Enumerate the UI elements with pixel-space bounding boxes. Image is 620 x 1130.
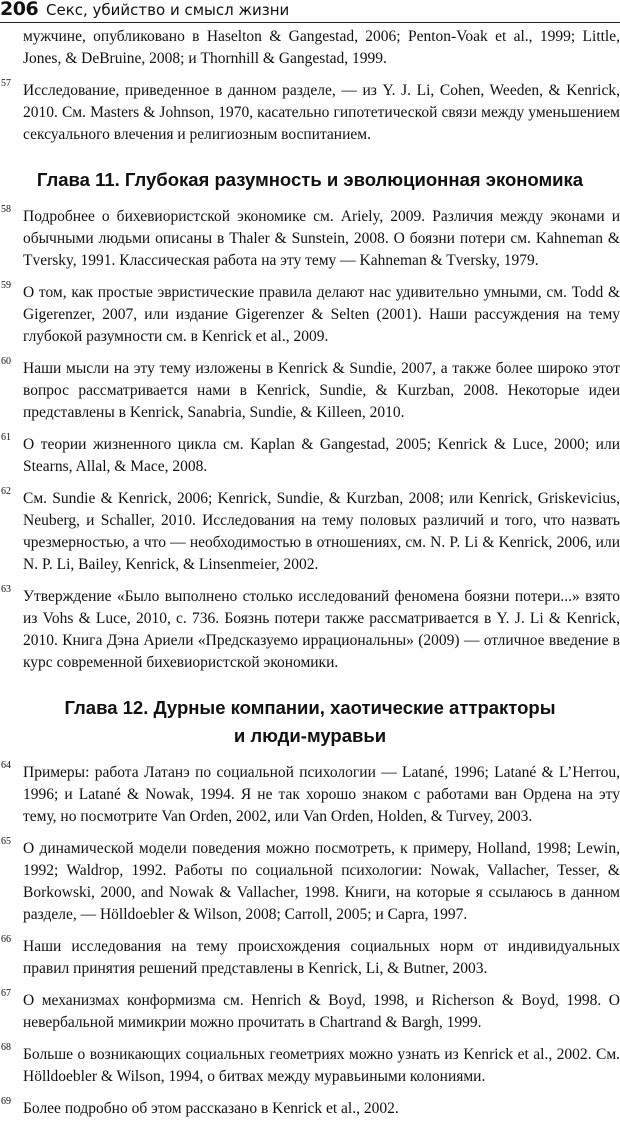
endnote-59 (0, 282, 620, 348)
endnote-number: 64 (1, 760, 11, 771)
chapter-heading-12 (0, 694, 620, 750)
running-header (0, 0, 620, 23)
endnote-number: 69 (1, 1096, 11, 1107)
endnote-69 (0, 1098, 620, 1120)
endnote-text: О теории жизненного цикла см. Kaplan & Gangestad, 2005; Kenrick & Luce, 2000; или Stearns, Allal, & Mace, 2008. (23, 436, 620, 475)
notes-section-ch12 (0, 762, 620, 1120)
notes-section-ch10 (0, 80, 620, 146)
endnote-text: О динамической модели поведения можно посмотреть, к примеру, Holland, 1998; Lewin, 1992; Waldrop, 1992. Работы по социальной психологии: Nowak, Vallacher, Tesser, & Borkowski, 2000, and Nowak & Vallacher, 1998. Книги, на которые я ссылаюсь в данном разделе, — Hölldoebler & Wilson, 2008; Carroll, 2005; и Capra, 1997. (23, 840, 620, 923)
endnote-text: Утверждение «Было выполнено столько исследований феномена боязни потери...» взято из Vohs & Luce, 2010, с. 736. Боязнь потери также рассматривается в Y. J. Li & Kenrick, 2010. Книга Дэна Ариели «Предсказуемо иррациональны» (2009) — отличное введение в курс современной бихевиористской экономики. (23, 588, 620, 671)
endnote-text: Более подробно об этом рассказано в Kenrick et al., 2002. (23, 1100, 399, 1117)
endnote-66 (0, 936, 620, 980)
endnote-62 (0, 488, 620, 576)
notes-body (0, 26, 620, 1130)
endnote-text: Наши исследования на тему происхождения социальных норм от индивидуальных правил принятия решений представлены в Kenrick, Li, & Butner, 2003. (23, 938, 620, 977)
chapter-title-line2: и люди-муравьи (233, 725, 387, 746)
page-number: 206 (0, 0, 39, 20)
running-title: Секс, убийство и смысл жизни (46, 1, 290, 19)
endnote-number: 58 (1, 204, 11, 215)
endnote-text: См. Sundie & Kenrick, 2006; Kenrick, Sundie, & Kurzban, 2008; или Kenrick, Griskevicius, Neuberg, и Schaller, 2010. Исследования на тему половых различий и того, что назвать чрезмерностью, а что — необходимостью в отношениях, см. N. P. Li & Kenrick, 2006, или N. P. Li, Bailey, Kenrick, & Linsenmeier, 2002. (23, 490, 620, 573)
endnote-number: 59 (1, 280, 11, 291)
endnote-text: Наши мысли на эту тему изложены в Kenrick & Sundie, 2007, а также более широко этот вопрос рассматривается нами в Kenrick, Sundie, & Kurzban, 2008. Некоторые идеи представлены в Kenrick, Sanabria, Sundie, & Killeen, 2010. (23, 360, 620, 421)
endnote-number: 62 (1, 486, 11, 497)
endnote-61 (0, 434, 620, 478)
endnote-text: О механизмах конформизма см. Henrich & Boyd, 1998, и Richerson & Boyd, 1998. О невербальной мимикрии можно прочитать в Chartrand & Bargh, 1999. (23, 992, 620, 1031)
endnote-67 (0, 990, 620, 1034)
endnote-number: 65 (1, 836, 11, 847)
endnote-number: 63 (1, 584, 11, 595)
endnote-text: О том, как простые эвристические правила делают нас удивительно умными, см. Todd & Gigerenzer, 2007, или издание Gigerenzer & Selten (2001). Наши рассуждения на тему глубокой разумности см. в Kenrick et al., 2009. (23, 284, 620, 345)
note-text: мужчине, опубликовано в Haselton & Gangestad, 2006; Penton-Voak et al., 1999; Little, Jones, & DeBruine, 2008; и Thornhill & Gangestad, 1999. (23, 28, 620, 67)
chapter-title-line1: Глава 12. Дурные компании, хаотические аттракторы (64, 697, 556, 718)
endnote-number: 68 (1, 1042, 11, 1053)
chapter-heading-11 (0, 166, 620, 194)
endnote-number: 67 (1, 988, 11, 999)
notes-section-ch11 (0, 206, 620, 674)
endnote-63 (0, 586, 620, 674)
endnote-58 (0, 206, 620, 272)
endnote-number: 66 (1, 934, 11, 945)
endnote-60 (0, 358, 620, 424)
endnote-number: 60 (1, 356, 11, 367)
continued-note (0, 26, 620, 70)
chapter-title: Глава 11. Глубокая разумность и эволюционная экономика (36, 169, 584, 190)
endnote-64 (0, 762, 620, 828)
endnote-number: 61 (1, 432, 11, 443)
endnote-text: Подробнее о бихевиористской экономике см. Ariely, 2009. Различия между эконами и обычными людьми описаны в Thaler & Sunstein, 2008. О боязни потери см. Kahneman & Tversky, 1991. Классическая работа на эту тему — Kahneman & Tversky, 1979. (23, 208, 620, 269)
endnote-65 (0, 838, 620, 926)
endnote-text: Исследование, приведенное в данном разделе, — из Y. J. Li, Cohen, Weeden, & Kenrick, 2010. См. Masters & Johnson, 1970, касательно гипотетической связи между уменьшением сексуального влечения и религиозным воспитанием. (23, 82, 620, 143)
endnote-57 (0, 80, 620, 146)
endnote-text: Больше о возникающих социальных геометриях можно узнать из Kenrick et al., 2002. См. Hölldoebler & Wilson, 1994, о битвах между муравьиными колониями. (23, 1046, 620, 1085)
endnote-text: Примеры: работа Латанэ по социальной психологии — Latané, 1996; Latané & L’Herrou, 1996; и Latané & Nowak, 1994. Я не так хорошо знаком с работами ван Ордена на эту тему, но посмотрите Van Orden, 2002, или Van Orden, Holden, & Turvey, 2003. (23, 764, 620, 825)
endnote-number: 57 (1, 78, 11, 89)
endnote-68 (0, 1044, 620, 1088)
